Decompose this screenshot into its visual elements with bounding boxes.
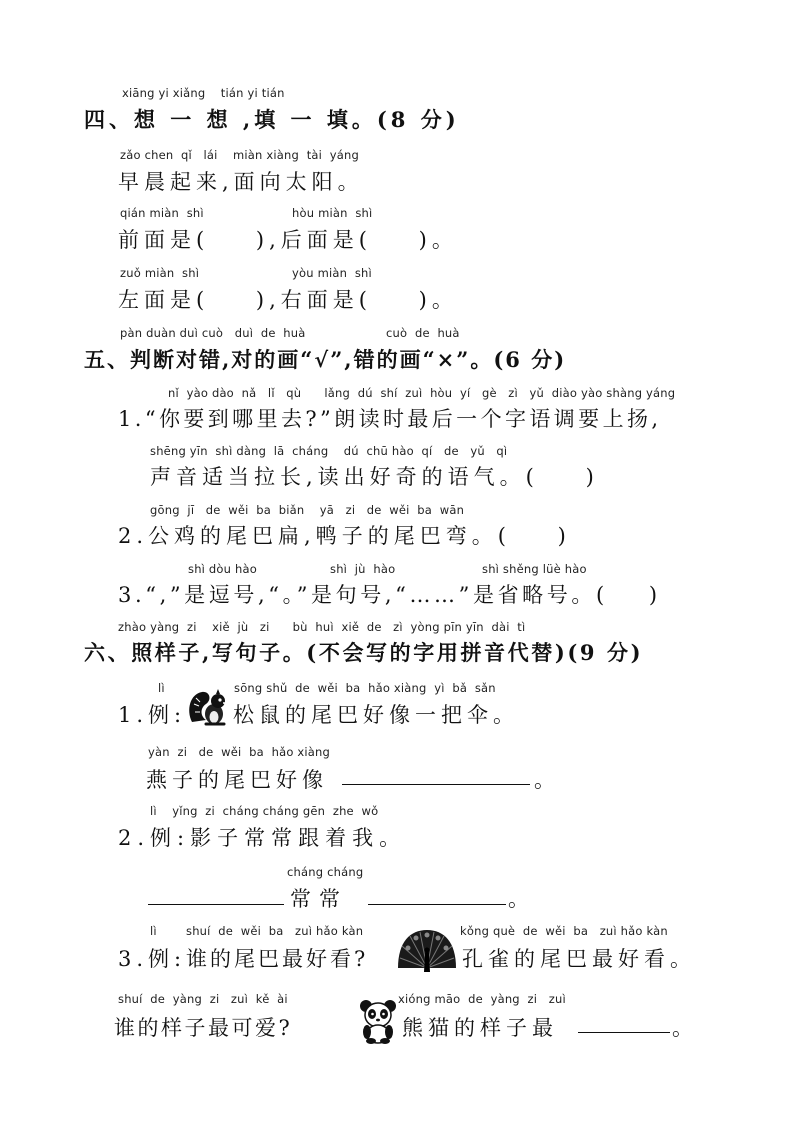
s6-q1-end: 。 [534, 768, 560, 792]
s6-q1-example-pinyin: sōng shǔ de wěi ba hǎo xiàng yì bǎ sǎn [234, 681, 496, 695]
s6-q3-task: 熊猫的样子最 [402, 1016, 558, 1040]
squirrel-icon [186, 688, 230, 728]
s5-q3-pinyin-b: shì jù hào [330, 562, 396, 576]
s5-q2: 2.公鸡的尾巴扁,鸭子的尾巴弯。( ) [118, 524, 571, 548]
section4-title: 四、想 一 想 ,填 一 填。(8 分) [84, 107, 460, 132]
s5-q3-pinyin-c: shì shěng lüè hào [482, 562, 587, 576]
s6-q2-end: 。 [508, 887, 534, 911]
s6-q1-example: 松鼠的尾巴好像一把伞。 [233, 703, 519, 727]
s6-q2-pinyin: lì yǐng zi cháng cháng gēn zhe wǒ [150, 804, 379, 818]
s4-line3-pinyin-b: yòu miàn shì [292, 266, 372, 280]
s6-q3-li-pinyin: lì [150, 924, 157, 938]
s4-line1-pinyin: zǎo chen qǐ lái miàn xiàng tài yáng [120, 148, 360, 162]
s6-q2: 2.例:影子常常跟着我。 [118, 826, 407, 850]
section4-title-pinyin: xiāng yi xiǎng tián yi tián [122, 86, 285, 100]
s6-q3-example: 孔雀的尾巴最好看。 [462, 947, 696, 971]
panda-icon [358, 998, 398, 1044]
s6-q3-answer-blank[interactable] [578, 1032, 670, 1033]
section6-title: 六、照样子,写句子。(不会写的字用拼音代替)(9 分) [84, 640, 644, 665]
s6-q1-task-pinyin: yàn zi de wěi ba hǎo xiàng [148, 745, 331, 759]
peacock-icon [396, 928, 458, 974]
s6-q2-task: 常常 [290, 887, 348, 911]
s4-line1: 早晨起来,面向太阳。 [118, 170, 364, 194]
s6-q3-label: 3.例: [118, 947, 187, 971]
s6-q1-answer-blank[interactable] [342, 784, 530, 785]
section5-title-pinyin-b: cuò de huà [386, 326, 460, 340]
s6-q3-question2: 谁的样子最可爱? [114, 1016, 293, 1040]
s4-line2: 前面是( ),后面是( )。 [118, 228, 458, 252]
s6-q3-end: 。 [672, 1016, 698, 1040]
s6-q3-question2-pinyin: shuí de yàng zi zuì kě ài [118, 992, 288, 1006]
s6-q2-task-pinyin: cháng cháng [287, 865, 364, 879]
s4-line3: 左面是( ),右面是( )。 [118, 288, 458, 312]
s5-q1-pinyin-a: nǐ yào dào nǎ lǐ qù lǎng dú shí zuì hòu yí gè zì yǔ diào yào shàng yáng [168, 386, 676, 400]
s4-line2-pinyin-b: hòu miàn shì [292, 206, 373, 220]
s6-q2-answer-blank-after[interactable] [368, 904, 506, 905]
s5-q3: 3.“,”是逗号,“。”是句号,“……”是省略号。( ) [118, 583, 661, 607]
s6-q1-li-pinyin: lì [158, 681, 165, 695]
s6-q3-task-pinyin: xióng māo de yàng zi zuì [398, 992, 566, 1006]
s6-q1-task: 燕子的尾巴好像 [146, 768, 328, 792]
s6-q3-question-pinyin: shuí de wěi ba zuì hǎo kàn [186, 924, 364, 938]
s5-q3-pinyin-a: shì dòu hào [188, 562, 257, 576]
s5-q2-pinyin: gōng jī de wěi ba biǎn yā zi de wěi ba wān [150, 503, 465, 517]
section6-title-pinyin: zhào yàng zi xiě jù zi bù huì xiě de zì yòng pīn yīn dài tì [118, 620, 526, 634]
s6-q2-answer-blank-before[interactable] [148, 904, 284, 905]
s4-line3-pinyin-a: zuǒ miàn shì [120, 266, 200, 280]
s5-q1-line2: 声音适当拉长,读出好奇的语气。( ) [150, 465, 599, 489]
s5-q1-line1: 1.“你要到哪里去?”朗读时最后一个字语调要上扬, [118, 407, 662, 431]
section5-title: 五、判断对错,对的画“√”,错的画“×”。(6 分) [84, 347, 567, 372]
s6-q3-question: 谁的尾巴最好看? [186, 947, 369, 971]
s6-q1-label: 1.例: [118, 703, 187, 727]
s5-q1-pinyin-b: shēng yīn shì dàng lā cháng dú chū hào qí de yǔ qì [150, 444, 508, 458]
s6-q3-example-pinyin: kǒng què de wěi ba zuì hǎo kàn [460, 924, 668, 938]
section5-title-pinyin-a: pàn duàn duì cuò duì de huà [120, 326, 306, 340]
s4-line2-pinyin-a: qián miàn shì [120, 206, 204, 220]
